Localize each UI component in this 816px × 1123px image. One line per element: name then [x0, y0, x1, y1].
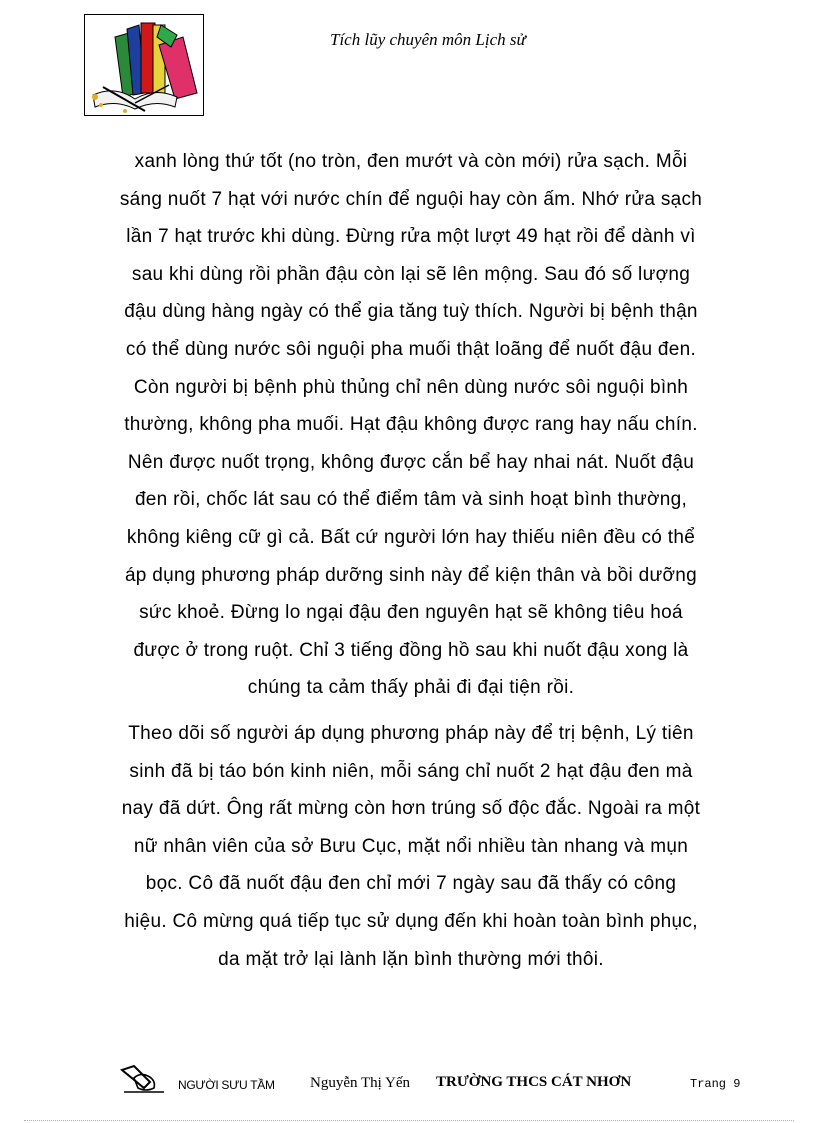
text-line: được ở trong ruột. Chỉ 3 tiếng đồng hồ sau khi nuốt đậu xong là: [133, 639, 689, 661]
books-icon: [85, 15, 203, 115]
text-line: sức khoẻ. Đừng lo ngại đậu đen nguyên hạt sẽ không tiêu hoá: [139, 602, 683, 624]
text-line: sau khi dùng rồi phần đậu còn lại sẽ lên mộng. Sau đó số lượng: [131, 263, 691, 285]
text-line: bọc. Cô đã nuốt đậu đen chỉ mới 7 ngày sau đã thấy có công: [145, 873, 677, 895]
writing-hand-icon: [120, 1064, 166, 1094]
text-line: áp dụng phương pháp dưỡng sinh này để kiện thân và bồi dưỡng: [124, 564, 698, 586]
page-footer: [0, 1072, 816, 1102]
text-line: sáng nuốt 7 hạt với nước chín để nguội hay còn ấm. Nhớ rửa sạch: [119, 188, 703, 210]
text-line: da mặt trở lại lành lặn bình thường mới thôi.: [218, 948, 604, 970]
text-line: nay đã dứt. Ông rất mừng còn hơn trúng số độc đắc. Ngoài ra một: [121, 798, 701, 820]
text-line: Còn người bị bệnh phù thủng chỉ nên dùng nước sôi nguội bình: [133, 376, 689, 398]
text-line: lần 7 hạt trước khi dùng. Đừng rửa một lượt 49 hạt rồi để dành vì: [126, 226, 696, 248]
text-line: xanh lòng thứ tốt (no tròn, đen mướt và còn mới) rửa sạch. Mỗi: [134, 151, 688, 172]
text-line: Nên được nuốt trọng, không được cắn bể hay nhai nát. Nuốt đậu: [127, 451, 695, 473]
text-line: đậu dùng hàng ngày có thể gia tăng tuỳ thích. Người bị bệnh thận: [124, 301, 698, 323]
text-line: đen rồi, chốc lát sau có thể điểm tâm và sinh hoạt bình thường,: [134, 489, 688, 511]
text-line: nữ nhân viên của sở Bưu Cục, mặt nổi nhiều tàn nhang và mụn: [133, 835, 689, 857]
collector-label: NGƯỜI SƯU TẦM: [178, 1078, 275, 1092]
text-line: chúng ta cảm thấy phải đi đại tiện rồi.: [247, 677, 575, 699]
author-name: Nguyễn Thị Yến: [310, 1075, 410, 1091]
text-line: sinh đã bị táo bón kinh niên, mỗi sáng chỉ nuốt 2 hạt đậu đen mà: [129, 760, 693, 782]
text-line: Theo dõi số người áp dụng phương pháp này để trị bệnh, Lý tiên: [128, 723, 694, 744]
bottom-divider: [24, 1120, 794, 1121]
text-line: có thể dùng nước sôi nguội pha muối thật loãng để nuốt đậu đen.: [125, 338, 697, 360]
logo-box: [84, 14, 204, 116]
paragraph-1: [80, 143, 742, 707]
paragraph-2: [80, 715, 742, 978]
text-line: không kiêng cữ gì cả. Bất cứ người lớn hay thiếu niên đều có thể: [126, 526, 696, 548]
page-number: Trang 9: [690, 1077, 741, 1091]
text-line: thường, không pha muối. Hạt đậu không được rang hay nấu chín.: [124, 414, 698, 436]
text-line: hiệu. Cô mừng quá tiếp tục sử dụng đến khi hoàn toàn bình phục,: [124, 910, 698, 932]
school-name: TRƯỜNG THCS CÁT NHƠN: [436, 1074, 632, 1090]
header-title: Tích lũy chuyên môn Lịch sử: [330, 30, 526, 49]
